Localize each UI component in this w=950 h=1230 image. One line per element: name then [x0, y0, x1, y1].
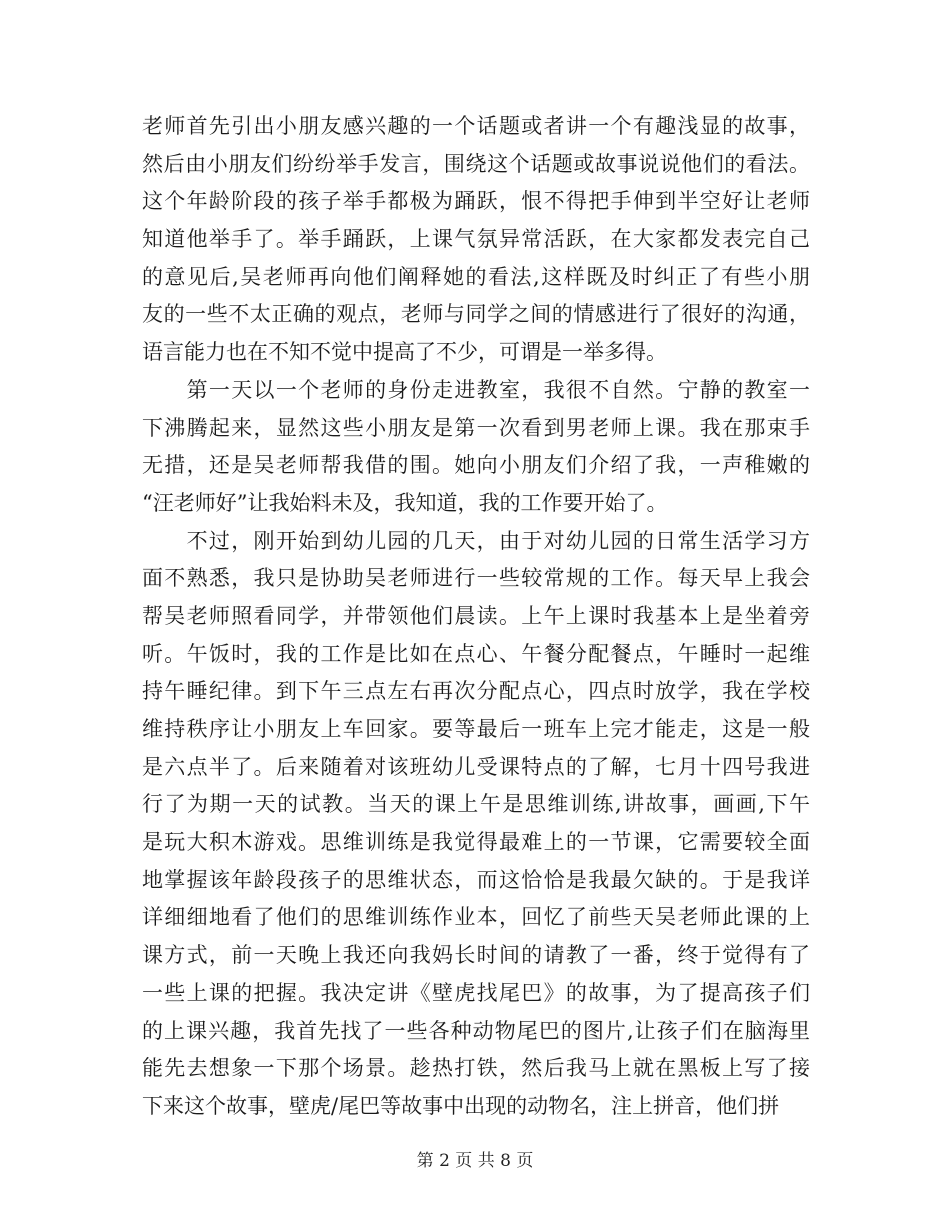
text-line: 老师首先引出小朋友感兴趣的一个话题或者讲一个有趣浅显的故事，	[142, 114, 810, 138]
text-line: 能先去想象一下那个场景。趁热打铁，然后我马上就在黑板上写了接	[142, 1056, 810, 1081]
text-line: 下沸腾起来，显然这些小朋友是第一次看到男老师上课。我在那束手	[142, 415, 810, 440]
text-line: 的意见后,吴老师再向他们阐释她的看法,这样既及时纠正了有些小朋	[142, 264, 810, 289]
text-line: 的上课兴趣，我首先找了一些各种动物尾巴的图片,让孩子们在脑海里	[142, 1018, 810, 1043]
text-line: 是六点半了。后来随着对该班幼儿受课特点的了解，七月十四号我进	[142, 754, 810, 779]
text-line: 无措，还是吴老师帮我借的围。她向小朋友们介绍了我，一声稚嫩的	[142, 453, 810, 478]
text-line: 第一天以一个老师的身份走进教室，我很不自然。宁静的教室一	[142, 377, 810, 402]
text-line: 下来这个故事，壁虎/尾巴等故事中出现的动物名，注上拼音，他们拼	[142, 1093, 780, 1118]
document-body	[142, 108, 810, 1126]
paragraph	[142, 523, 810, 1126]
text-line: 地掌握该年龄段孩子的思维状态，而这恰恰是我最欠缺的。于是我详	[142, 867, 810, 892]
text-line: 听。午饭时，我的工作是比如在点心、午餐分配餐点，午睡时一起维	[142, 641, 810, 666]
text-line: 行了为期一天的试教。当天的课上午是思维训练,讲故事，画画,下午	[142, 792, 810, 817]
text-line: 然后由小朋友们纷纷举手发言，围绕这个话题或故事说说他们的看法。	[142, 151, 810, 176]
text-line: 友的一些不太正确的观点，老师与同学之间的情感进行了很好的沟通，	[142, 302, 810, 327]
text-line: 详细细地看了他们的思维训练作业本，回忆了前些天吴老师此课的上	[142, 905, 810, 930]
text-line: 面不熟悉，我只是协助吴老师进行一些较常规的工作。每天早上我会	[142, 566, 810, 591]
text-line: “汪老师好”让我始料未及，我知道，我的工作要开始了。	[142, 490, 668, 515]
page-footer: 第 2 页 共 8 页	[416, 1151, 534, 1171]
text-line: 是玩大积木游戏。思维训练是我觉得最难上的一节课，它需要较全面	[142, 830, 810, 855]
paragraph	[142, 372, 810, 523]
text-line: 持午睡纪律。到下午三点左右再次分配点心，四点时放学，我在学校	[142, 679, 810, 704]
text-line: 维持秩序让小朋友上车回家。要等最后一班车上完才能走，这是一般	[142, 717, 810, 741]
text-line: 语言能力也在不知不觉中提高了不少，可谓是一举多得。	[142, 340, 667, 365]
text-line: 一些上课的把握。我决定讲《壁虎找尾巴》的故事，为了提高孩子们	[142, 980, 810, 1005]
text-line: 不过，刚开始到幼儿园的几天，由于对幼儿园的日常生活学习方	[142, 528, 810, 553]
text-line: 课方式，前一天晚上我还向我妈长时间的请教了一番，终于觉得有了	[142, 943, 810, 968]
paragraph	[142, 108, 810, 372]
text-line: 这个年龄阶段的孩子举手都极为踊跃，恨不得把手伸到半空好让老师	[142, 189, 810, 214]
text-line: 知道他举手了。举手踊跃，上课气氛异常活跃，在大家都发表完自己	[142, 227, 810, 252]
text-line: 帮吴老师照看同学，并带领他们晨读。上午上课时我基本上是坐着旁	[142, 603, 810, 628]
